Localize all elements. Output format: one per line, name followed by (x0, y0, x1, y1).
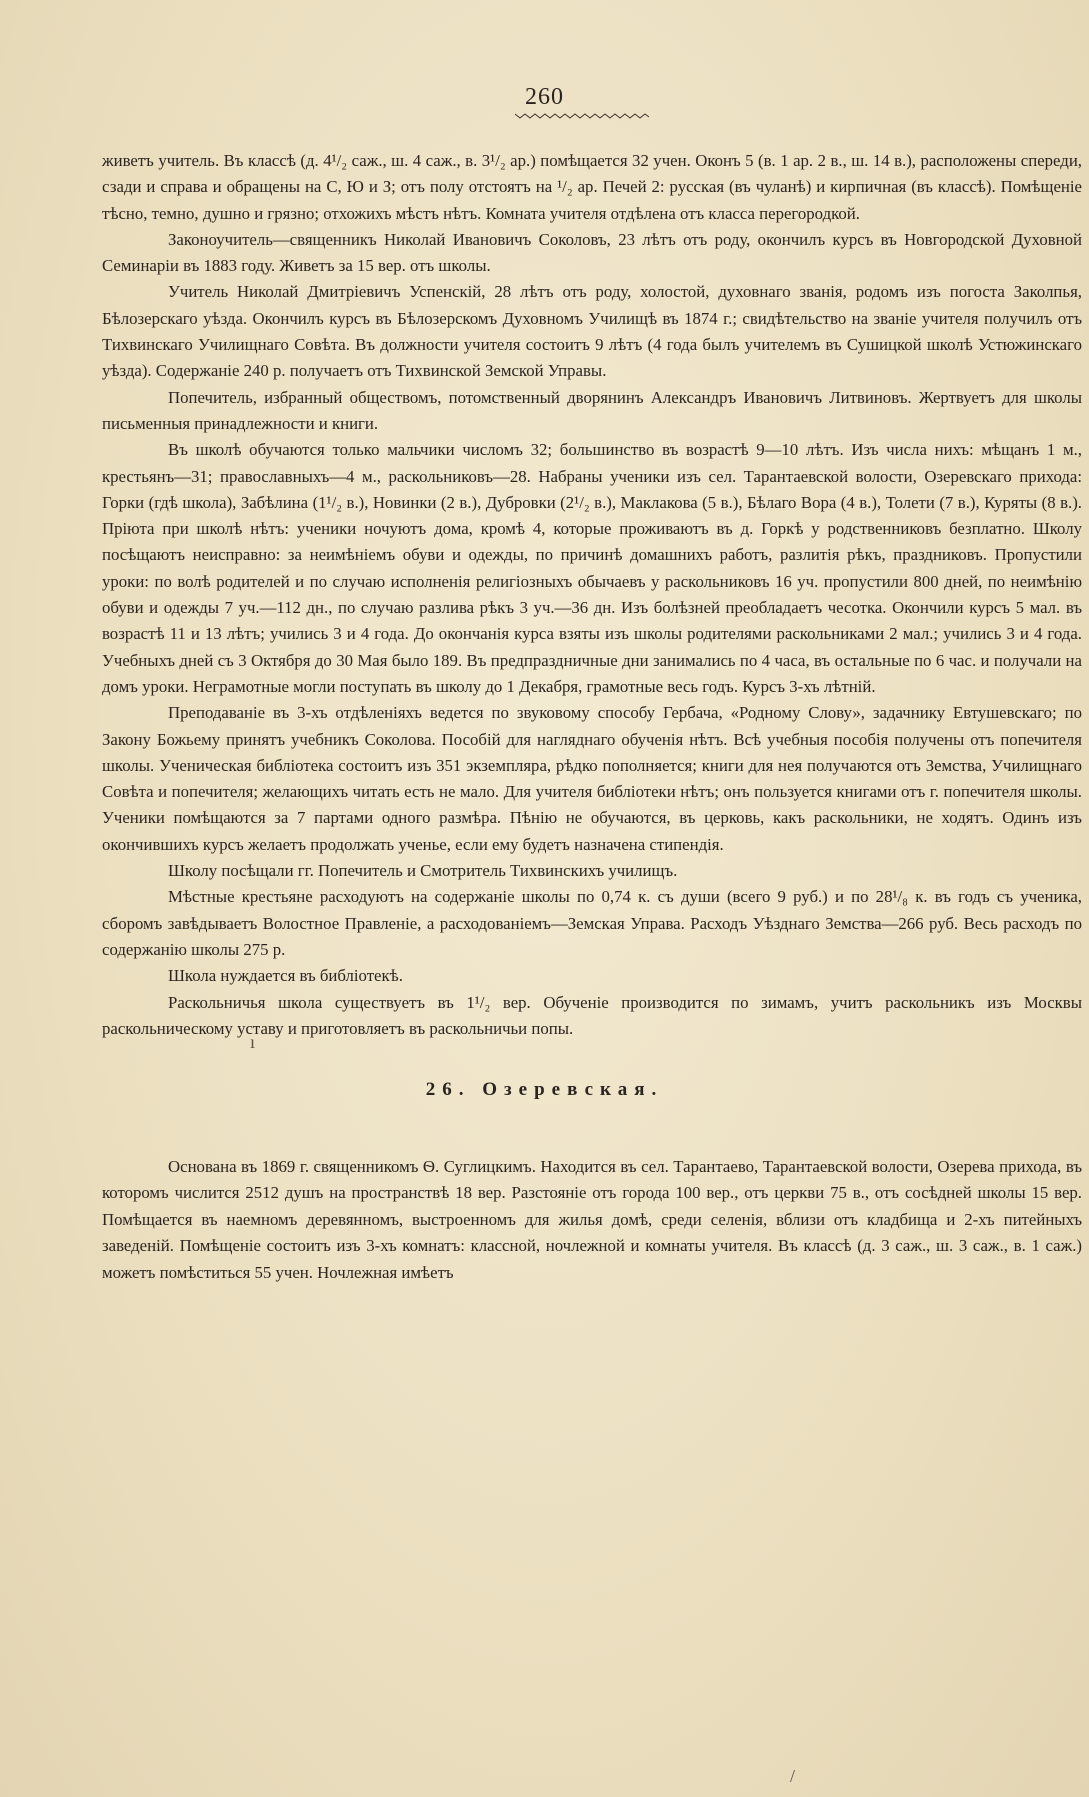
paragraph: Учитель Николай Дмитріевичъ Успенскій, 28 лѣтъ отъ роду, холостой, духовнаго званія, родомъ изъ погоста Заколпья, Бѣлозерскаго уѣзда. Окончилъ курсъ въ Бѣлозерскомъ Духовномъ Училищѣ въ 1874 г.; свидѣтельство на званіе учителя получилъ отъ Тихвинскаго Училищнаго Совѣта. Въ должности учителя состоитъ 9 лѣтъ (4 года былъ учителемъ въ Сушицкой школѣ Устюжинскаго уѣзда). Содержаніе 240 р. получаетъ отъ Тихвинской Земской Управы. (102, 282, 1082, 381)
paragraph: Мѣстные крестьяне расходуютъ на содержаніе школы по 0,74 к. съ души (всего 9 руб.) и по 28¹/₈ к. въ годъ съ ученика, сборомъ завѣдываетъ Волостное Правленіе, а расходованіемъ—Земская Управа. Расходъ Уѣзднаго Земства—266 руб. Весь расходъ по содержанію школы 275 р. (102, 887, 1082, 959)
paragraph: Законоучитель—священникъ Николай Ивановичъ Соколовъ, 23 лѣтъ отъ роду, окончилъ курсъ въ Новгородской Духовной Семинаріи въ 1883 году. Живетъ за 15 вер. отъ школы. (102, 229, 1082, 276)
paragraph: Школу посѣщали гг. Попечитель и Смотритель Тихвинскихъ училищъ. (168, 861, 678, 881)
section-text (102, 1154, 1082, 1286)
page-number: 260 (525, 84, 564, 110)
paragraph: Школа нуждается въ библіотекѣ. (168, 966, 403, 986)
paragraph: живетъ учитель. Въ классѣ (д. 4¹/₂ саж., ш. 4 саж., в. 3¹/₂ ар.) помѣщается 32 учен. Оконъ 5 (в. 1 ар. 2 в., ш. 14 в.), расположены спереди, сзади и справа и обращены на С, Ю и З; отъ полу отстоятъ на ¹/₂ ар. Печей 2: русская (въ чуланѣ) и кирпичная (въ классѣ). Помѣщеніе тѣсно, темно, душно и грязно; отхожихъ мѣстъ нѣтъ. Комната учителя отдѣлена отъ класса перегородкой. (102, 151, 1082, 223)
paragraph: Попечитель, избранный обществомъ, потомственный дворянинъ Александръ Ивановичъ Литвиновъ. Жертвуетъ для школы письменныя принадлежности и книги. (102, 387, 1082, 433)
paragraph: Въ школѣ обучаются только мальчики числомъ 32; большинство въ возрастѣ 9—10 лѣтъ. Изъ числа нихъ: мѣщанъ 1 м., крестьянъ—31; православныхъ—4 м., раскольниковъ—28. Набраны ученики изъ сел. Тарантаевской волости, Озеревскаго прихода: Горки (гдѣ школа), Забѣлина (1¹/₂ в.), Новинки (2 в.), Дубровки (2¹/₂ в.), Маклакова (5 в.), Бѣлаго Вора (4 в.), Толети (7 в.), Куряты (8 в.). Пріюта при школѣ нѣтъ: ученики ночуютъ дома, кромѣ 4, которые проживаютъ въ д. Горкѣ у родственниковъ безплатно. Школу посѣщаютъ неисправно: за неимѣніемъ обуви и одежды, по причинѣ домашнихъ работъ, разлитія рѣкъ, праздниковъ. Пропустили уроки: по волѣ родителей и по случаю исполненія религіозныхъ обычаевъ у раскольниковъ 16 уч. пропустили 800 дней, по неимѣнію обуви и одежды 7 уч.—112 дн., по случаю разлива рѣкъ 3 уч.—36 дн. Изъ болѣзней преобладаетъ чесотка. Окончили курсъ 5 мал. въ возрастѣ 11 и 13 лѣтъ; учились 3 и 4 года. До окончанія курса взяты изъ школы родителями раскольниками 2 мал.; учились 3 и 4 года. Учебныхъ дней съ 3 Октября до 30 Мая было 189. Въ предпраздничные дни занимались по 4 часа, въ остальные по 6 час. и получали на домъ уроки. Неграмотные могли поступать въ школу до 1 Декабря, грамотные весь годъ. Курсъ 3-хъ лѣтній. (102, 440, 1082, 696)
ornament-divider (515, 112, 649, 120)
stray-mark: / (790, 1766, 796, 1786)
paragraph: Основана въ 1869 г. священникомъ Ѳ. Суглицкимъ. Находится въ сел. Тарантаево, Тарантаевской волости, Озерева прихода, въ которомъ числится 2512 душъ на пространствѣ 18 вер. Разстояніе отъ города 100 вер., отъ церкви 75 в., отъ сосѣдней школы 15 вер. Помѣщается въ наемномъ деревянномъ, выстроенномъ для жилья домѣ, среди селенія, вблизи отъ кладбища и 2-хъ питейныхъ заведеній. Помѣщеніе состоитъ изъ 3-хъ комнатъ: классной, ночлежной и комнаты учителя. Въ классѣ (д. 3 саж., ш. 3 саж., в. 1 саж.) можетъ помѣститься 55 учен. Ночлежная имѣетъ (102, 1157, 1082, 1282)
paragraph: Преподаваніе въ 3-хъ отдѣленіяхъ ведется по звуковому способу Гербача, «Родному Слову», задачнику Евтушевскаго; по Закону Божьему принятъ учебникъ Соколова. Пособій для нагляднаго обученія нѣтъ. Всѣ учебныя пособія получены отъ попечителя школы. Ученическая библіотека состоитъ изъ 351 экземпляра, рѣдко пополняется; книги для нея получаются отъ Земства, Училищнаго Совѣта и попечителя; желающихъ читать есть не мало. Для учителя библіотеки нѣтъ; онъ пользуется книгами отъ г. попечителя школы. Ученики помѣщаются за 7 партами одного размѣра. Пѣнію не обучаются, въ церковь, какъ раскольники, не ходятъ. Одинъ изъ окончившихъ курсъ желаетъ продолжать ученье, если ему будетъ назначена стипендія. (102, 703, 1082, 854)
paragraph: Раскольничья школа существуетъ въ 1¹/₂ вер. Обученіе производится по зимамъ, учитъ раскольникъ изъ Москвы раскольническому уставу и приготовляетъ въ раскольничьи попы. (102, 992, 1082, 1038)
section-heading: 26. Озеревская. (425, 1079, 664, 1100)
stray-mark: ı (250, 1032, 256, 1052)
body-text (102, 148, 1082, 1042)
